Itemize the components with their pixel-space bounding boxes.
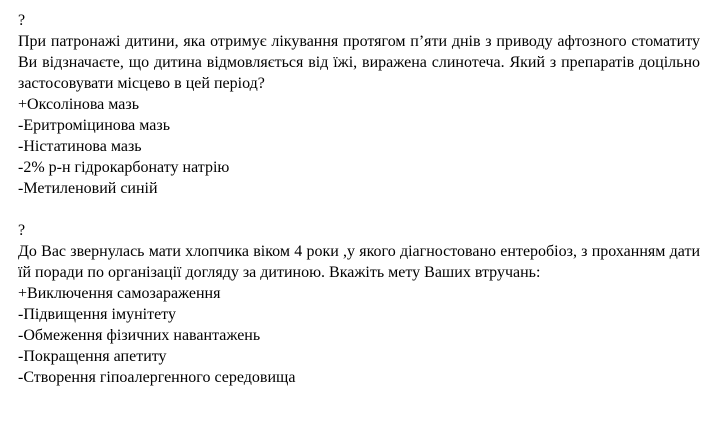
answer-option: +Оксолінова мазь [18, 96, 140, 113]
answer-option: -Метиленовий синій [18, 180, 158, 197]
question-2 [18, 220, 700, 388]
blank-line [18, 199, 700, 220]
answer-option: -Підвищення імунітету [18, 306, 176, 323]
answer-option: -2% р-н гідрокарбонату натрію [18, 159, 230, 176]
answer-option: -Покращення апетиту [18, 348, 167, 365]
answer-option: -Ністатинова мазь [18, 138, 142, 155]
question-marker: ? [18, 222, 26, 239]
question-stem: При патронажі дитини, яка отримує лікування протягом п’яти днів з приводу афтозного стоматиту Ви відзначаєте, що дитина відмовляється від їжі, виражена слинотеча. Який з препаратів доцільно застосовувати місцево в цей період? [18, 33, 700, 92]
answer-option: +Виключення самозараження [18, 285, 221, 302]
document-page [18, 10, 700, 388]
question-stem: До Вас звернулась мати хлопчика віком 4 роки ,у якого діагностовано ентеробіоз, з проханням дати їй поради по організації догляду за дитиною. Вкажіть мету Ваших втручань: [18, 243, 700, 281]
answer-option: -Обмеження фізичних навантажень [18, 327, 261, 344]
answer-option: -Еритроміцинова мазь [18, 117, 170, 134]
answer-option: -Створення гіпоалергенного середовища [18, 369, 296, 386]
question-1 [18, 10, 700, 199]
question-marker: ? [18, 12, 26, 29]
